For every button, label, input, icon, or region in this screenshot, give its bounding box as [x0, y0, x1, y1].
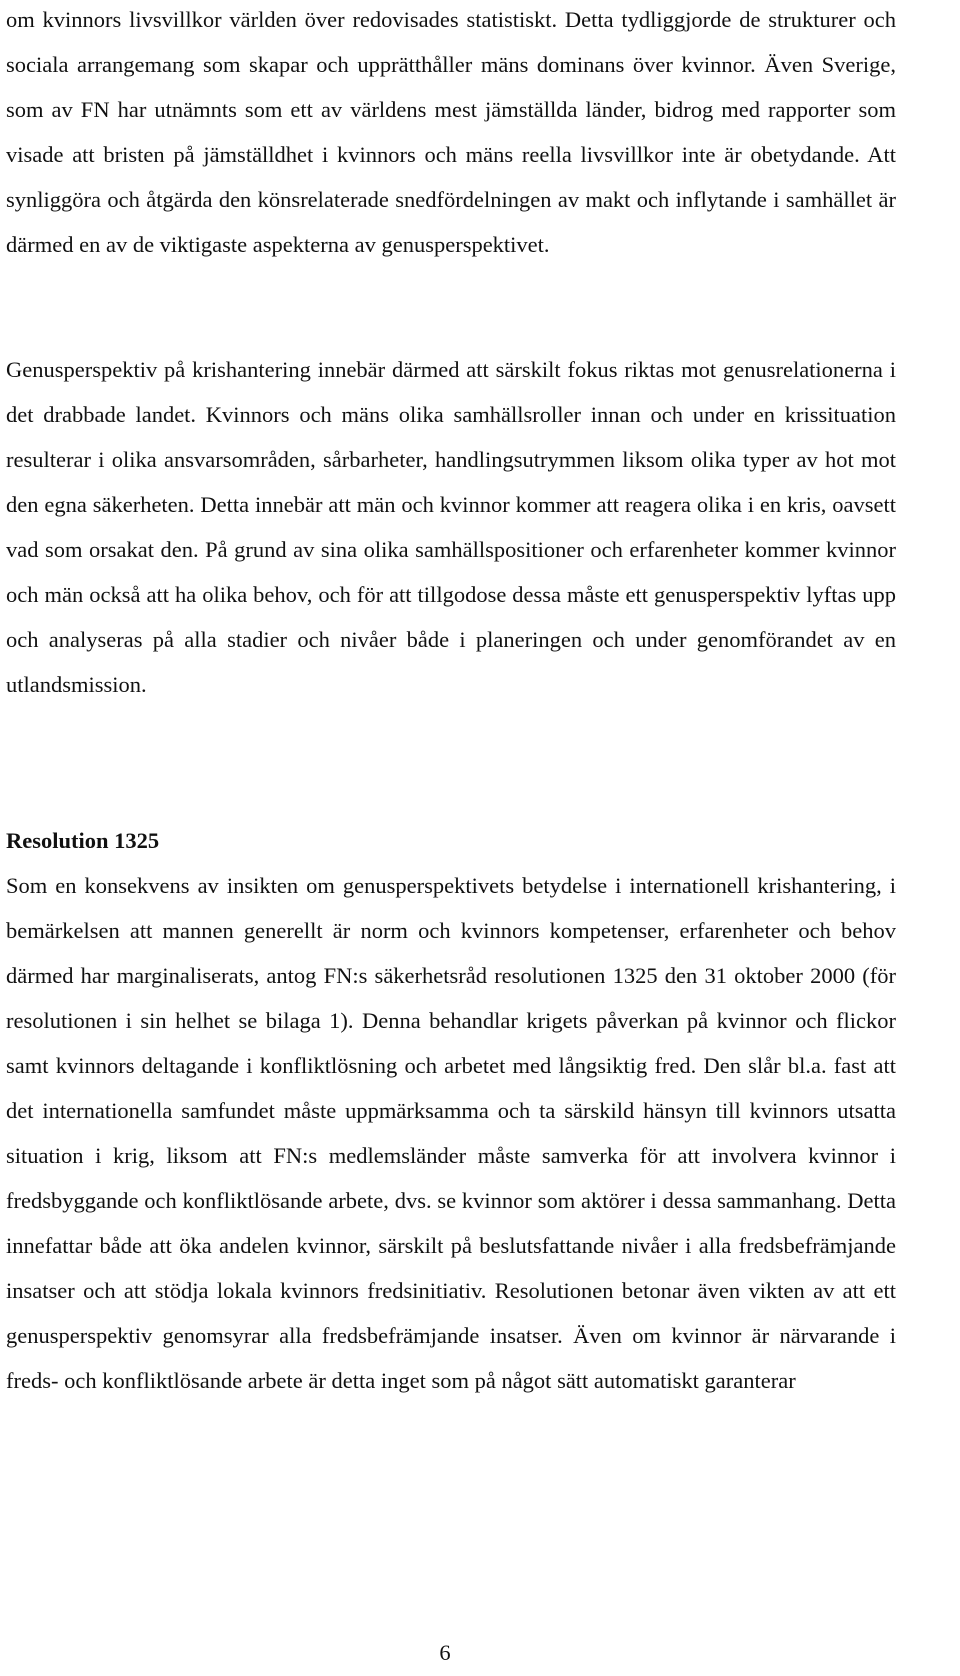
section-heading: Resolution 1325	[6, 828, 160, 853]
body-paragraph: Genusperspektiv på krishantering innebär därmed att särskilt fokus riktas mot genusrelationerna i det drabbade landet. Kvinnors och mäns olika samhällsroller innan och under en krissituation resulterar i olika ansvarsområden, sårbarheter, handlingsutrymmen liksom olika typer av hot mot den egna säkerheten. Detta innebär att män och kvinnor kommer att reagera olika i en kris, oavsett vad som orsakat den. På grund av sina olika samhällspositioner och erfarenheter kommer kvinnor och män också att ha olika behov, och för att tillgodose dessa måste ett genusperspektiv lyftas upp och analyseras på alla stadier och nivåer både i planeringen och under genomförandet av en utlandsmission.	[6, 357, 896, 697]
section-paragraph: Som en konsekvens av insikten om genusperspektivets betydelse i internationell krishantering, i bemärkelsen att mannen generellt är norm och kvinnors kompetenser, erfarenheter och behov därmed har marginaliserats, antog FN:s säkerhetsråd resolutionen 1325 den 31 oktober 2000 (för resolutionen i sin helhet se bilaga 1). Denna behandlar krigets påverkan på kvinnor och flickor samt kvinnors deltagande i konfliktlösning och arbetet med långsiktig fred. Den slår bl.a. fast att det internationella samfundet måste uppmärksamma och ta särskild hänsyn till kvinnors utsatta situation i krig, liksom att FN:s medlemsländer måste samverka för att involvera kvinnor i fredsbyggande och konfliktlösande arbete, dvs. se kvinnor som aktörer i dessa sammanhang. Detta innefattar både att öka andelen kvinnor, särskilt på beslutsfattande nivåer i alla fredsbefrämjande insatser och att stödja lokala kvinnors fredsinitiativ. Resolutionen betonar även vikten av att ett genusperspektiv genomsyrar alla fredsbefrämjande insatser. Även om kvinnor är närvarande i freds- och konfliktlösande arbete är detta inget som på något sätt automatiskt garanterar	[6, 873, 896, 1393]
page-number: 6	[439, 1640, 451, 1665]
body-paragraph: om kvinnors livsvillkor världen över redovisades statistiskt. Detta tydliggjorde de strukturer och sociala arrangemang som skapar och upprätthåller mäns dominans över kvinnor. Även Sverige, som av FN har utnämnts som ett av världens mest jämställda länder, bidrog med rapporter som visade att bristen på jämställdhet i kvinnors och mäns reella livsvillkor inte är obetydande. Att synliggöra och åtgärda den könsrelaterade snedfördelningen av makt och inflytande i samhället är därmed en av de viktigaste aspekterna av genusperspektivet.	[6, 7, 896, 257]
